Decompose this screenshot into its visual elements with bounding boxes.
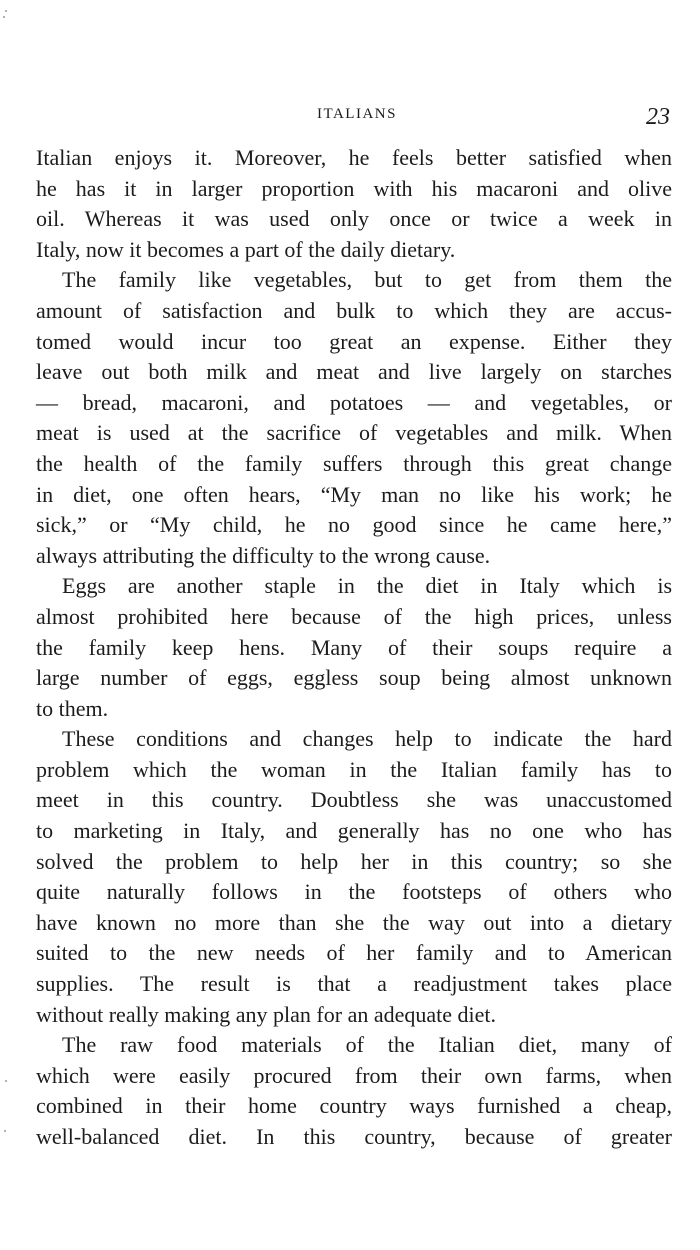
text-line: the family keep hens. Many of their soups require a xyxy=(36,634,672,660)
text-line: meet in this country. Doubtless she was unaccustomed xyxy=(36,787,672,813)
scan-speck xyxy=(5,1080,7,1082)
text-line: well-balanced diet. In this country, because of greater xyxy=(36,1124,672,1149)
text-line: Italy, now it becomes a part of the daily dietary. xyxy=(36,236,456,262)
text-line: suited to the new needs of her family and to American xyxy=(36,940,672,966)
text-line: combined in their home country ways furnished a cheap, xyxy=(36,1093,672,1119)
text-line: without really making any plan for an adequate diet. xyxy=(36,1001,497,1027)
text-line: he has it in larger proportion with his macaroni and olive xyxy=(36,175,672,201)
text-line: — bread, macaroni, and potatoes — and vegetables, or xyxy=(36,389,672,415)
text-line: large number of eggs, eggless soup being almost unknown xyxy=(36,665,672,691)
text-line: sick,” or “My child, he no good since he came here,” xyxy=(36,512,672,538)
text-line: The family like vegetables, but to get from them the xyxy=(62,267,672,293)
running-title: ITALIANS xyxy=(317,106,397,122)
text-line: Italian enjoys it. Moreover, he feels better satisfied when xyxy=(36,145,672,170)
paragraph xyxy=(36,571,672,724)
text-line: The raw food materials of the Italian diet, many of xyxy=(62,1032,672,1058)
text-line: oil. Whereas it was used only once or twice a week in xyxy=(36,206,672,232)
text-line: amount of satisfaction and bulk to which they are accus- xyxy=(36,297,672,323)
paragraph xyxy=(36,265,672,571)
text-line: almost prohibited here because of the high prices, unless xyxy=(36,603,672,629)
text-line: tomed would incur too great an expense. Either they xyxy=(36,328,672,354)
text-line: always attributing the difficulty to the wrong cause. xyxy=(36,542,491,568)
text-line: to them. xyxy=(36,695,109,721)
body-text xyxy=(36,143,672,1153)
text-line: These conditions and changes help to indicate the hard xyxy=(62,726,672,752)
paragraph xyxy=(36,724,672,1030)
page-number: 23 xyxy=(646,104,670,130)
running-head xyxy=(0,104,700,128)
text-line: quite naturally follows in the footsteps of others who xyxy=(36,879,672,905)
text-line: which were easily procured from their own farms, when xyxy=(36,1062,672,1088)
scan-speck xyxy=(4,1130,6,1132)
text-line: supplies. The result is that a readjustment takes place xyxy=(36,971,672,997)
text-line: leave out both milk and meat and live largely on starches xyxy=(36,359,672,385)
text-line: the health of the family suffers through this great change xyxy=(36,450,672,476)
text-line: meat is used at the sacrifice of vegetables and milk. When xyxy=(36,420,672,446)
scan-speck xyxy=(3,16,5,18)
text-line: to marketing in Italy, and generally has no one who has xyxy=(36,818,672,844)
text-line: solved the problem to help her in this country; so she xyxy=(36,848,672,874)
text-line: problem which the woman in the Italian family has to xyxy=(36,756,672,782)
scan-speck xyxy=(5,10,7,12)
paragraph xyxy=(36,1030,672,1152)
text-line: in diet, one often hears, “My man no like his work; he xyxy=(36,481,672,507)
text-line: have known no more than she the way out into a dietary xyxy=(36,909,672,935)
text-line: Eggs are another staple in the diet in Italy which is xyxy=(62,573,672,599)
paragraph xyxy=(36,143,672,265)
